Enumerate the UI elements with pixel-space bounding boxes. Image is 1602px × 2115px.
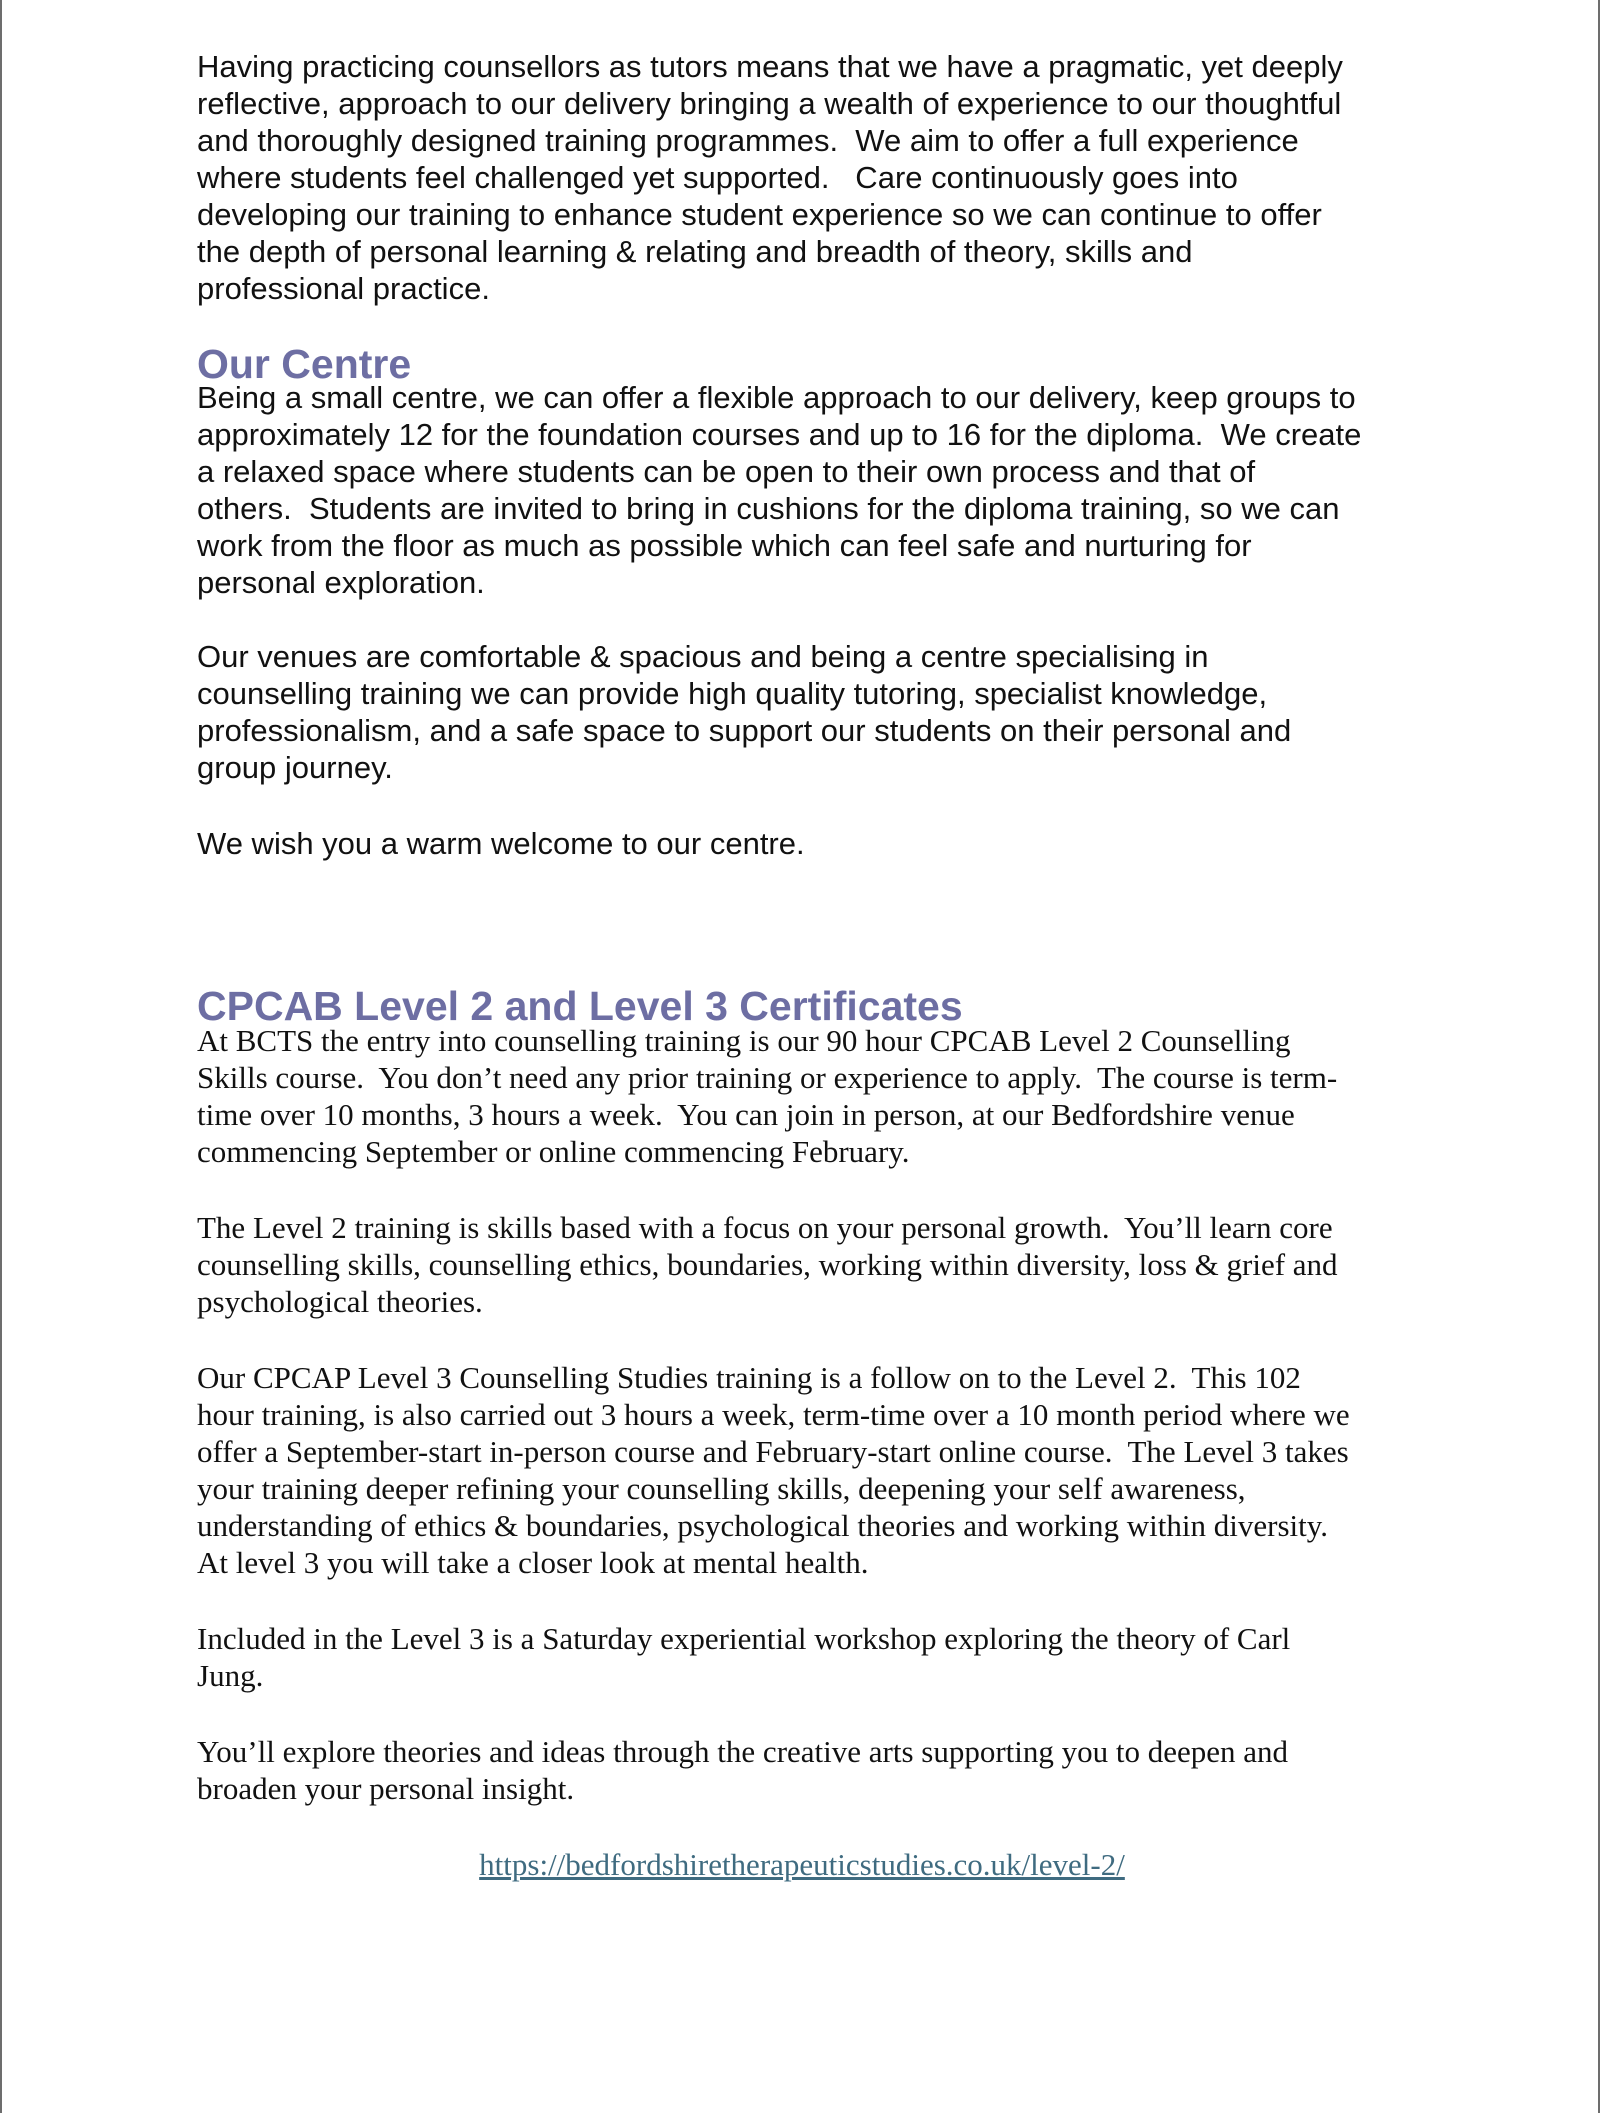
certificates-paragraph-3: [197, 1359, 1437, 1581]
text-line: Being a small centre, we can offer a flexible approach to our delivery, keep groups to: [197, 380, 1356, 415]
text-line: Our CPCAP Level 3 Counselling Studies training is a follow on to the Level 2. This 102: [197, 1360, 1301, 1395]
text-line: understanding of ethics & boundaries, psychological theories and working within diversity.: [197, 1508, 1328, 1543]
text-line: commencing September or online commencing February.: [197, 1134, 910, 1169]
text-line: developing our training to enhance student experience so we can continue to offer: [197, 197, 1322, 232]
certificates-paragraph-1: [197, 1022, 1437, 1170]
intro-paragraph: [197, 48, 1437, 307]
our-centre-paragraph-2: [197, 638, 1437, 786]
certificates-paragraph-5: [197, 1733, 1437, 1807]
text-line: the depth of personal learning & relating and breadth of theory, skills and: [197, 234, 1193, 269]
text-line: hour training, is also carried out 3 hours a week, term-time over a 10 month period where we: [197, 1397, 1350, 1432]
text-line: group journey.: [197, 750, 393, 785]
text-line: offer a September-start in-person course and February-start online course. The Level 3 takes: [197, 1434, 1349, 1469]
link-paragraph: [197, 1846, 1407, 1883]
text-line: You’ll explore theories and ideas through the creative arts supporting you to deepen and: [197, 1734, 1289, 1769]
certificates-paragraph-2: [197, 1209, 1437, 1320]
text-line: professional practice.: [197, 271, 490, 306]
text-line: a relaxed space where students can be open to their own process and that of: [197, 454, 1256, 489]
text-line: At BCTS the entry into counselling training is our 90 hour CPCAB Level 2 Counselling: [197, 1023, 1291, 1058]
text-line: time over 10 months, 3 hours a week. You can join in person, at our Bedfordshire venue: [197, 1097, 1295, 1132]
certificates-paragraph-4: [197, 1620, 1437, 1694]
text-line: Included in the Level 3 is a Saturday experiential workshop exploring the theory of Carl: [197, 1621, 1291, 1656]
text-line: broaden your personal insight.: [197, 1771, 575, 1806]
text-line: Having practicing counsellors as tutors means that we have a pragmatic, yet deeply: [197, 49, 1343, 84]
document-content: [197, 48, 1437, 1883]
certificates-heading: CPCAB Level 2 and Level 3 Certificates: [197, 983, 963, 1029]
text-line: where students feel challenged yet supported. Care continuously goes into: [197, 160, 1238, 195]
level-2-link[interactable]: https://bedfordshiretherapeuticstudies.co.uk/level-2/: [479, 1847, 1125, 1882]
text-line: and thoroughly designed training programmes. We aim to offer a full experience: [197, 123, 1299, 158]
text-line: The Level 2 training is skills based with a focus on your personal growth. You’ll learn core: [197, 1210, 1333, 1245]
text-line: psychological theories.: [197, 1284, 483, 1319]
our-centre-paragraph-3: [197, 825, 1437, 862]
text-line: work from the floor as much as possible which can feel safe and nurturing for: [197, 528, 1252, 563]
text-line: professionalism, and a safe space to support our students on their personal and: [197, 713, 1292, 748]
text-line: Skills course. You don’t need any prior training or experience to apply. The course is term-: [197, 1060, 1338, 1095]
text-line: reflective, approach to our delivery bringing a wealth of experience to our thoughtful: [197, 86, 1342, 121]
our-centre-heading: Our Centre: [197, 341, 412, 387]
text-line: others. Students are invited to bring in cushions for the diploma training, so we can: [197, 491, 1340, 526]
text-line: your training deeper refining your counselling skills, deepening your self awareness,: [197, 1471, 1246, 1506]
text-line: At level 3 you will take a closer look at mental health.: [197, 1545, 869, 1580]
text-line: counselling training we can provide high quality tutoring, specialist knowledge,: [197, 676, 1268, 711]
text-line: approximately 12 for the foundation courses and up to 16 for the diploma. We create: [197, 417, 1362, 452]
our-centre-paragraph-1: [197, 379, 1437, 601]
text-line: Our venues are comfortable & spacious and being a centre specialising in: [197, 639, 1209, 674]
text-line: personal exploration.: [197, 565, 485, 600]
text-line: counselling skills, counselling ethics, boundaries, working within diversity, loss & grief and: [197, 1247, 1338, 1282]
text-line: Jung.: [197, 1658, 264, 1693]
text-line: We wish you a warm welcome to our centre.: [197, 826, 805, 861]
